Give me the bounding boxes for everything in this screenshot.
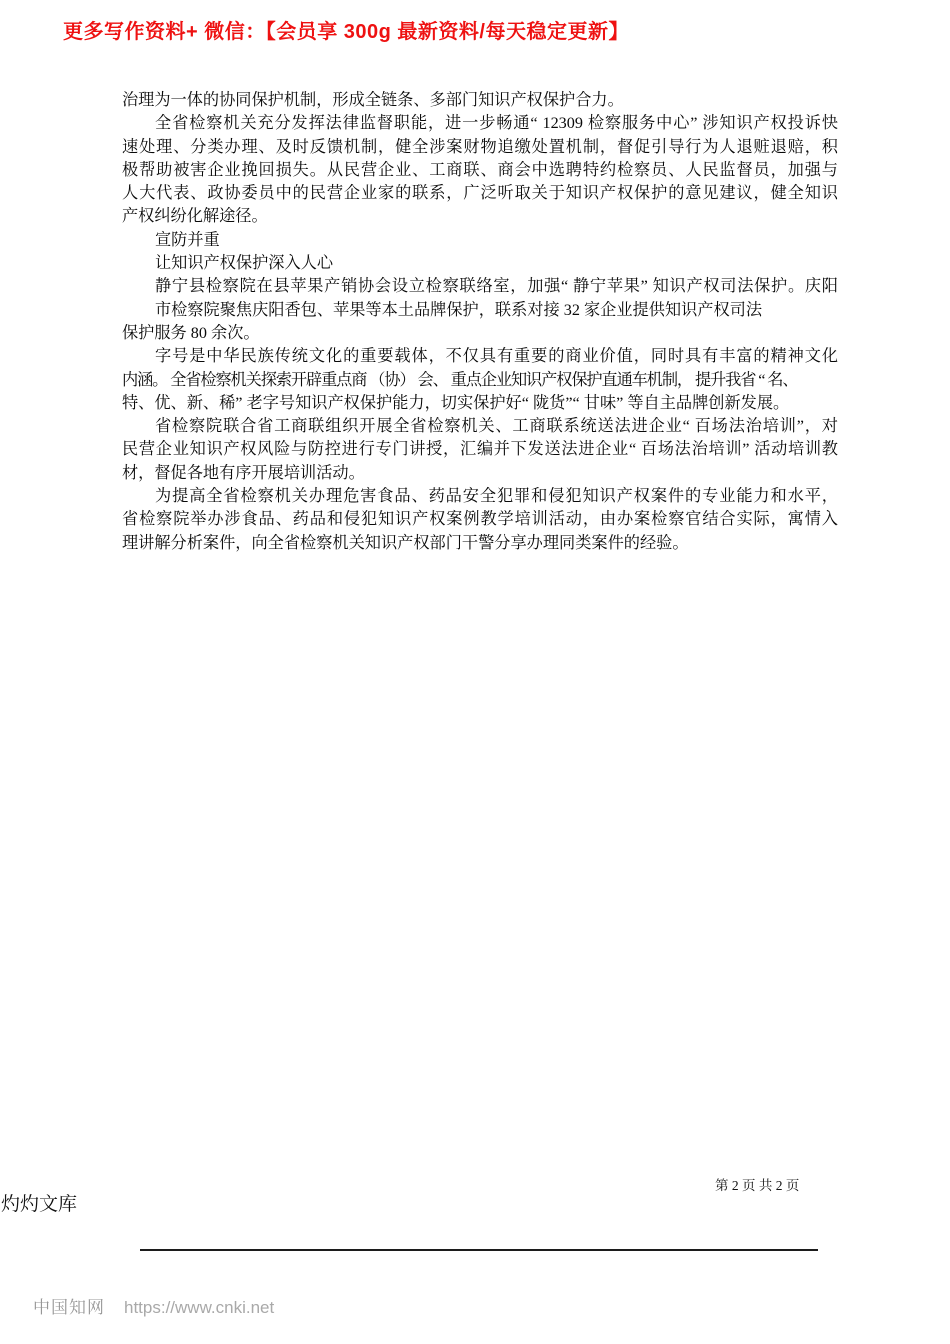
doc-line: 为提高全省检察机关办理危害食品、药品安全犯罪和侵犯知识产权案件的专业能力和水平，: [155, 487, 838, 506]
doc-line: 特、优、新、稀” 老字号知识产权保护能力，切实保护好“ 陇货”“ 甘味” 等自主品牌创新发展。: [122, 393, 790, 412]
doc-line: 全省检察机关充分发挥法律监督职能，进一步畅通“ 12309 检察服务中心” 涉知识产权投诉快: [155, 114, 838, 133]
cnki-watermark: [33, 1293, 274, 1318]
document-body: [122, 89, 838, 555]
doc-line: 极帮助被害企业挽回损失。从民营企业、工商联、商会中选聘特约检察员、人民监督员，加强与: [122, 160, 838, 179]
promo-banner-text: 更多写作资料+ 微信：【会员享 300g 最新资料/每天稳定更新】: [63, 21, 629, 43]
doc-line: 字号是中华民族传统文化的重要载体，不仅具有重要的商业价值，同时具有丰富的精神文化: [155, 347, 838, 366]
doc-line: 理讲解分析案件，向全省检察机关知识产权部门干警分享办理同类案件的经验。: [122, 533, 689, 552]
doc-line: 材，督促各地有序开展培训活动。: [122, 463, 365, 482]
doc-line: 内涵。 全省检察机关探索开辟重点商 （协） 会、 重点企业知识产权保护直通车机制， 提升我省 “ 名、: [122, 370, 798, 389]
doc-line: 保护服务 80 余次。: [122, 323, 260, 342]
doc-line: 省检察院联合省工商联组织开展全省检察机关、工商联系统送法进企业“ 百场法治培训”，对: [155, 417, 838, 436]
doc-line: 让知识产权保护深入人心: [155, 254, 334, 273]
doc-line: 产权纠纷化解途径。: [122, 207, 268, 226]
doc-line: 市检察院聚焦庆阳香包、苹果等本土品牌保护，联系对接 32 家企业提供知识产权司法: [155, 300, 763, 319]
doc-line: 人大代表、政协委员中的民营企业家的联系，广泛听取关于知识产权保护的意见建议，健全知识: [122, 184, 838, 203]
cnki-url-text: https://www.cnki.net: [124, 1298, 275, 1317]
library-watermark: 灼灼文库: [1, 1194, 78, 1215]
doc-line: 宣防并重: [155, 230, 220, 249]
doc-line: 省检察院举办涉食品、药品和侵犯知识产权案例教学培训活动，由办案检察官结合实际，寓情入: [122, 510, 838, 529]
doc-line: 速处理、分类办理、及时反馈机制，健全涉案财物追缴处置机制，督促引导行为人退赃退赔，积: [122, 137, 838, 156]
doc-line: 民营企业知识产权风险与防控进行专门讲授，汇编并下发送法进企业“ 百场法治培训” 活动培训教: [122, 440, 838, 459]
page-number: 第 2 页 共 2 页: [715, 1178, 800, 1193]
cnki-site-name: 中国知网: [33, 1298, 105, 1317]
doc-line: 治理为一体的协同保护机制，形成全链条、多部门知识产权保护合力。: [122, 91, 624, 109]
doc-line: 静宁县检察院在县苹果产销协会设立检察联络室，加强“ 静宁苹果” 知识产权司法保护。庆阳: [155, 277, 838, 296]
footer-divider-line: [140, 1249, 818, 1251]
